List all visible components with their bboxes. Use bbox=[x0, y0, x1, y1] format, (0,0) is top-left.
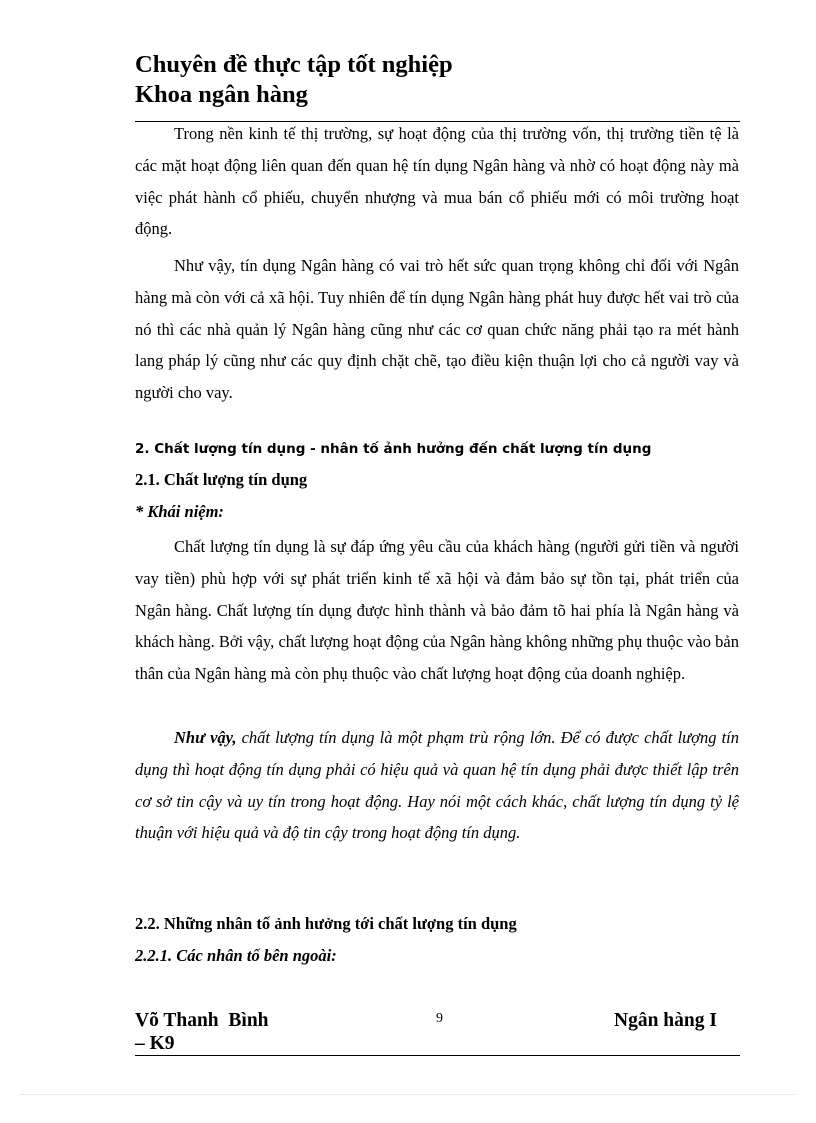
paragraph-summary bbox=[135, 722, 739, 849]
subheading-2-2-1: 2.2.1. Các nhân tố bên ngoài: bbox=[135, 946, 337, 965]
footer-author-line1: Võ Thanh Bình bbox=[135, 1010, 269, 1031]
subheading-2-1: 2.1. Chất lượng tín dụng bbox=[135, 470, 308, 489]
footer-author-line2: – K9 bbox=[135, 1033, 175, 1054]
concept-heading: * Khái niệm: bbox=[135, 502, 224, 521]
section-heading-2: 2. Chất lượng tín dụng - nhân tố ảnh hưởng đến chất lượng tín dụng bbox=[135, 441, 652, 457]
header-title-line2: Khoa ngân hàng bbox=[135, 81, 308, 108]
summary-rest: chất lượng tín dụng là một phạm trù rộng lớn. Để có được chất lượng tín dụng thì hoạt động tín dụng phải có hiệu quả và quan hệ tín dụng phải được thiết lập trên cơ sở tin cậy và uy tín trong hoạt động. Hay nói một cách khác, chất lượng tín dụng tỷ lệ thuận với hiệu quả và độ tin cậy trong hoạt động tín dụng. bbox=[135, 728, 739, 843]
summary-lead: Như vậy, bbox=[174, 728, 237, 747]
subheading-2-2: 2.2. Những nhân tố ảnh hưởng tới chất lượng tín dụng bbox=[135, 914, 517, 933]
page-header bbox=[135, 50, 755, 110]
footer-department: Ngân hàng I bbox=[614, 1010, 717, 1031]
footer-author bbox=[135, 1009, 269, 1055]
page-number: 9 bbox=[436, 1011, 443, 1026]
page-bottom-border bbox=[20, 1094, 796, 1095]
paragraph-role: Như vậy, tín dụng Ngân hàng có vai trò hết sức quan trọng không chỉ đối với Ngân hàng mà còn với cả xã hội. Tuy nhiên để tín dụng Ngân hàng phát huy được hết vai trò của nó thì các nhà quản lý Ngân hàng cũng như các cơ quan chức năng phải tạo ra mét hành lang pháp lý cũng như các quy định chặt chẽ, tạo điều kiện thuận lợi cho cả người vay và người cho vay. bbox=[135, 256, 739, 403]
header-title-line1: Chuyên đề thực tập tốt nghiệp bbox=[135, 51, 453, 78]
footer-rule bbox=[135, 1055, 740, 1056]
paragraph-intro: Trong nền kinh tế thị trường, sự hoạt động của thị trường vốn, thị trường tiền tệ là các mặt hoạt động liên quan đến quan hệ tín dụng Ngân hàng và nhờ có hoạt động này mà việc phát hành cổ phiếu, chuyển nhượng và mua bán cổ phiếu mới có môi trường hoạt động. bbox=[135, 124, 739, 239]
paragraph-concept: Chất lượng tín dụng là sự đáp ứng yêu cầu của khách hàng (người gửi tiền và người vay tiền) phù hợp với sự phát triển kinh tế xã hội và đảm bảo sự tồn tại, phát triển của Ngân hàng. Chất lượng tín dụng được hình thành và bảo đảm tõ hai phía là Ngân hàng và khách hàng. Bởi vậy, chất lượng hoạt động của Ngân hàng không những phụ thuộc vào bản thân của Ngân hàng mà còn phụ thuộc vào chất lượng hoạt động của doanh nghiệp. bbox=[135, 537, 739, 684]
